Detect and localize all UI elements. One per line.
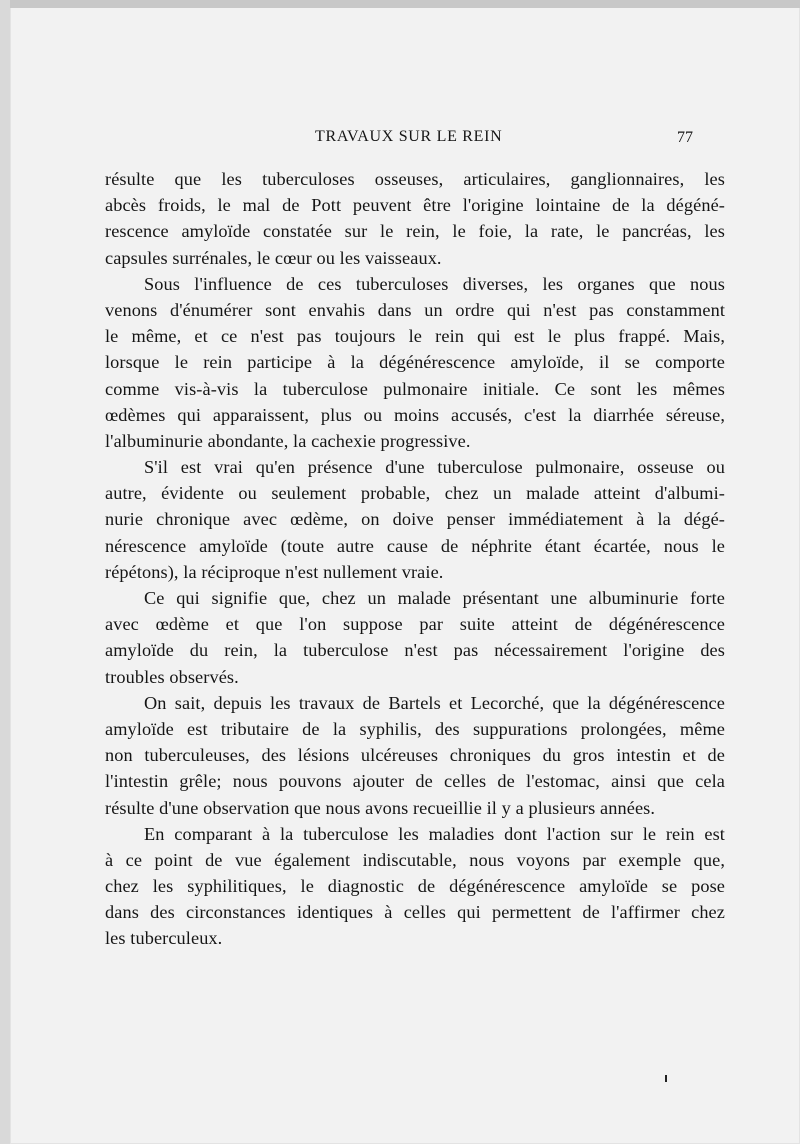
paragraph-4-line-3: amyloïde du rein, la tuberculose n'est pas nécessairement l'origine des — [105, 640, 725, 661]
paragraph-4-line-4: troubles observés. — [105, 666, 239, 687]
paragraph-3-line-1: S'il est vrai qu'en présence d'une tuberculose pulmonaire, osseuse ou — [144, 457, 725, 478]
paragraph-2-line-1: Sous l'influence de ces tuberculoses diverses, les organes que nous — [144, 273, 725, 294]
paragraph-2-line-3: le même, et ce n'est pas toujours le rein qui est le plus frappé. Mais, — [105, 326, 725, 347]
scan-speck — [665, 1075, 667, 1082]
paragraph-5 — [105, 690, 725, 821]
paragraph-5-line-3: non tuberculeuses, des lésions ulcéreuses chroniques du gros intestin et de — [105, 745, 725, 766]
paragraph-3-line-5: répétons), la réciproque n'est nullement vraie. — [105, 561, 444, 582]
scan-top-edge — [10, 0, 800, 8]
paragraph-2-line-2: venons d'énumérer sont envahis dans un ordre qui n'est pas constamment — [105, 299, 725, 320]
paragraph-2-line-4: lorsque le rein participe à la dégénérescence amyloïde, il se comporte — [105, 352, 725, 373]
paragraph-2-line-7: l'albuminurie abondante, la cachexie progressive. — [105, 430, 471, 451]
paragraph-1-line-2: abcès froids, le mal de Pott peuvent être l'origine lointaine de la dégéné- — [105, 195, 725, 216]
paragraph-3-line-3: nurie chronique avec œdème, on doive penser immédiatement à la dégé- — [105, 509, 725, 530]
paragraph-5-line-5: résulte d'une observation que nous avons recueillie il y a plusieurs années. — [105, 797, 656, 818]
running-title: TRAVAUX SUR LE REIN — [315, 128, 503, 145]
paragraph-1 — [105, 166, 725, 271]
paragraph-6-line-4: dans des circonstances identiques à celles qui permettent de l'affirmer chez — [105, 902, 725, 923]
paragraph-3-line-4: nérescence amyloïde (toute autre cause de néphrite étant écartée, nous le — [105, 535, 725, 556]
paragraph-4-line-2: avec œdème et que l'on suppose par suite atteint de dégénérescence — [105, 614, 725, 635]
paragraph-2 — [105, 271, 725, 454]
paragraph-4 — [105, 585, 725, 690]
paragraph-6-line-3: chez les syphilitiques, le diagnostic de dégénérescence amyloïde se pose — [105, 876, 725, 897]
paragraph-1-line-4: capsules surrénales, le cœur ou les vaisseaux. — [105, 247, 442, 268]
paragraph-5-line-4: l'intestin grêle; nous pouvons ajouter de celles de l'estomac, ainsi que cela — [105, 771, 725, 792]
paragraph-4-line-1: Ce qui signifie que, chez un malade présentant une albuminurie forte — [144, 588, 725, 608]
paragraph-3-line-2: autre, évidente ou seulement probable, chez un malade atteint d'albumi- — [105, 483, 725, 504]
book-page — [10, 0, 800, 1144]
paragraph-6-line-2: à ce point de vue également indiscutable, nous voyons par exemple que, — [105, 849, 725, 870]
paragraph-6-line-1: En comparant à la tuberculose les maladies dont l'action sur le rein est — [144, 823, 725, 844]
paragraph-6-line-5: les tuberculeux. — [105, 928, 223, 949]
running-header — [10, 128, 800, 152]
page-body — [105, 166, 725, 952]
paragraph-5-line-2: amyloïde est tributaire de la syphilis, des suppurations prolongées, même — [105, 718, 725, 739]
paragraph-2-line-6: œdèmes qui apparaissent, plus ou moins accusés, c'est la diarrhée séreuse, — [105, 404, 725, 425]
paragraph-3 — [105, 454, 725, 585]
paragraph-6 — [105, 821, 725, 952]
paragraph-1-line-3: rescence amyloïde constatée sur le rein, le foie, la rate, le pancréas, les — [105, 221, 725, 242]
paragraph-1-line-1: résulte que les tuberculoses osseuses, articulaires, ganglionnaires, les — [105, 169, 725, 189]
page-number: 77 — [677, 129, 693, 146]
paragraph-2-line-5: comme vis-à-vis la tuberculose pulmonaire initiale. Ce sont les mêmes — [105, 378, 725, 399]
paragraph-5-line-1: On sait, depuis les travaux de Bartels et Lecorché, que la dégénérescence — [144, 692, 725, 713]
